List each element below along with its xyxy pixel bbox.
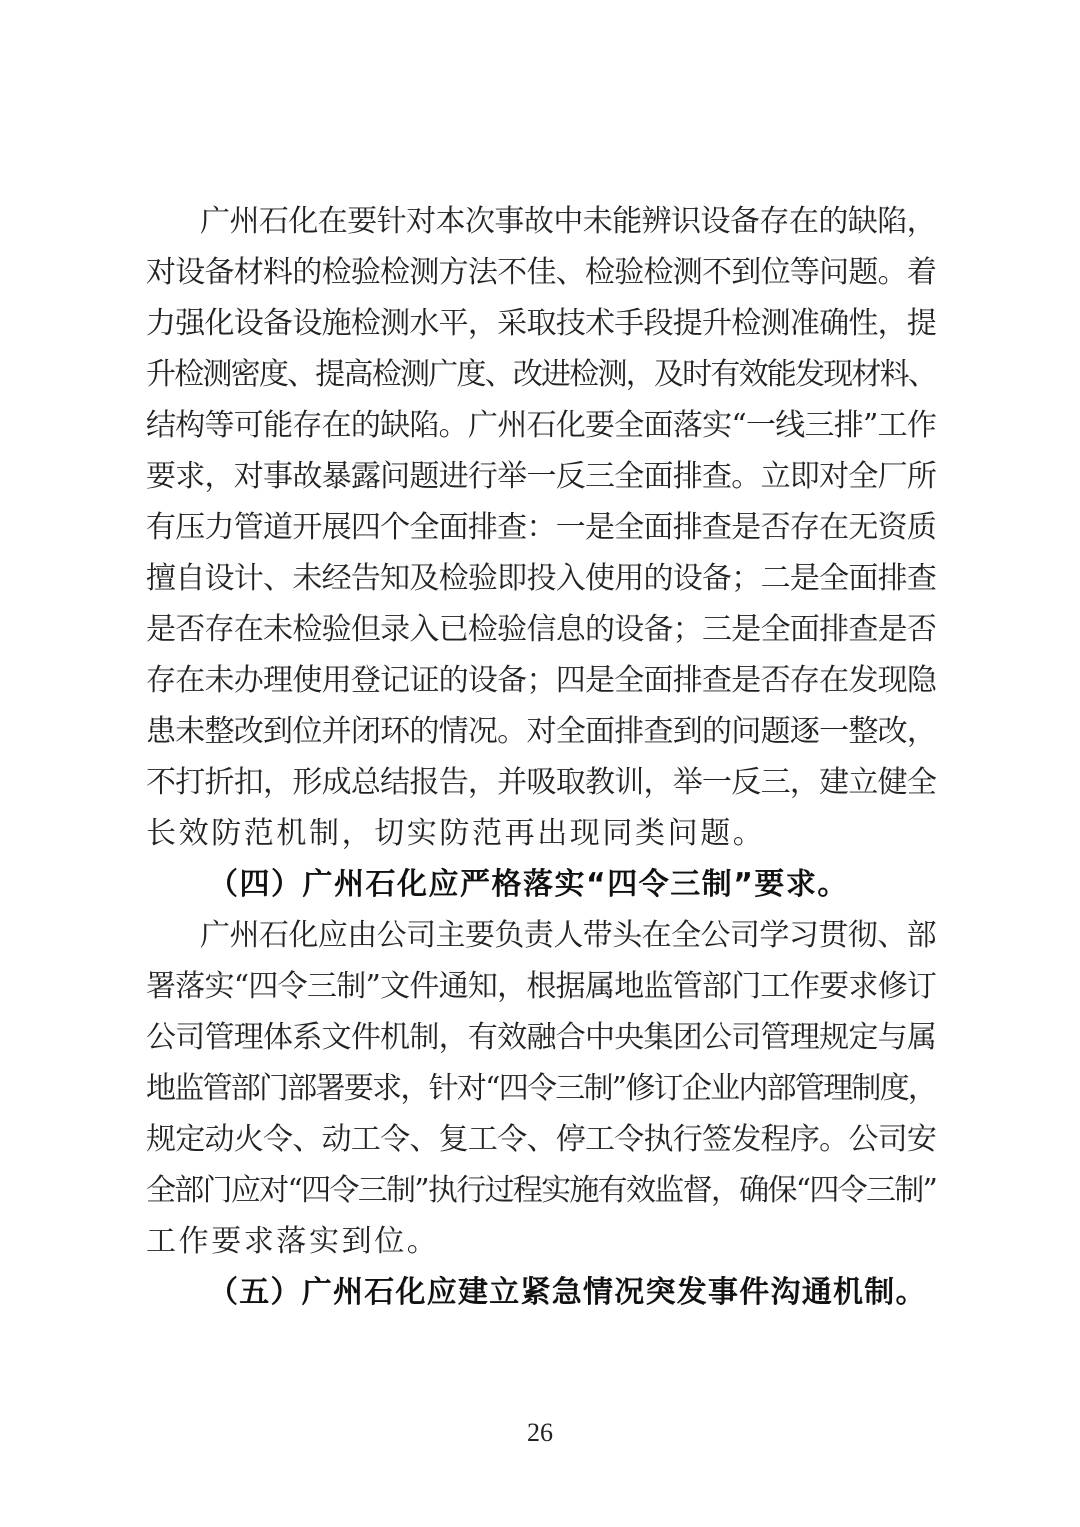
- paragraph-1-line-6: 要求，对事故暴露问题进行举一反三全面排查。立即对全厂所: [146, 459, 936, 494]
- section-heading-4: （四）广州石化应严格落实“四令三制”要求。: [208, 867, 849, 902]
- paragraph-2-line-2: 署落实“四令三制”文件通知，根据属地监管部门工作要求修订: [146, 969, 936, 1004]
- paragraph-2-line-6: 全部门应对“四令三制”执行过程实施有效监督，确保“四令三制”: [146, 1173, 936, 1208]
- paragraph-1-line-1: 广州石化在要针对本次事故中未能辨识设备存在的缺陷，: [200, 204, 936, 239]
- paragraph-1-line-12: 不打折扣，形成总结报告，并吸取教训，举一反三，建立健全: [146, 765, 936, 800]
- page-number: 26: [527, 1418, 553, 1447]
- paragraph-1-line-9: 是否存在未检验但录入已检验信息的设备；三是全面排查是否: [146, 612, 936, 647]
- paragraph-1-line-13: 长效防范机制，切实防范再出现同类问题。: [146, 816, 766, 851]
- section-heading-5: （五）广州石化应建立紧急情况突发事件沟通机制。: [208, 1275, 927, 1310]
- paragraph-1-line-3: 力强化设备设施检测水平，采取技术手段提升检测准确性，提: [146, 306, 936, 341]
- paragraph-1-line-8: 擅自设计、未经告知及检验即投入使用的设备；二是全面排查: [146, 561, 936, 596]
- paragraph-1-line-11: 患未整改到位并闭环的情况。对全面排查到的问题逐一整改，: [146, 714, 936, 749]
- paragraph-2-line-7: 工作要求落实到位。: [146, 1224, 440, 1259]
- paragraph-1-line-10: 存在未办理使用登记证的设备；四是全面排查是否存在发现隐: [146, 663, 936, 698]
- paragraph-1-line-4: 升检测密度、提高检测广度、改进检测，及时有效能发现材料、: [146, 357, 936, 392]
- paragraph-1-line-5: 结构等可能存在的缺陷。广州石化要全面落实“一线三排”工作: [146, 408, 936, 443]
- paragraph-2-line-4: 地监管部门部署要求，针对“四令三制”修订企业内部管理制度，: [146, 1071, 936, 1106]
- paragraph-1-line-2: 对设备材料的检验检测方法不佳、检验检测不到位等问题。着: [146, 255, 936, 290]
- paragraph-2-line-3: 公司管理体系文件机制，有效融合中央集团公司管理规定与属: [146, 1020, 936, 1055]
- paragraph-1-line-7: 有压力管道开展四个全面排查：一是全面排查是否存在无资质: [146, 510, 936, 545]
- paragraph-2-line-5: 规定动火令、动工令、复工令、停工令执行签发程序。公司安: [146, 1122, 936, 1157]
- paragraph-2-line-1: 广州石化应由公司主要负责人带头在全公司学习贯彻、部: [200, 918, 936, 953]
